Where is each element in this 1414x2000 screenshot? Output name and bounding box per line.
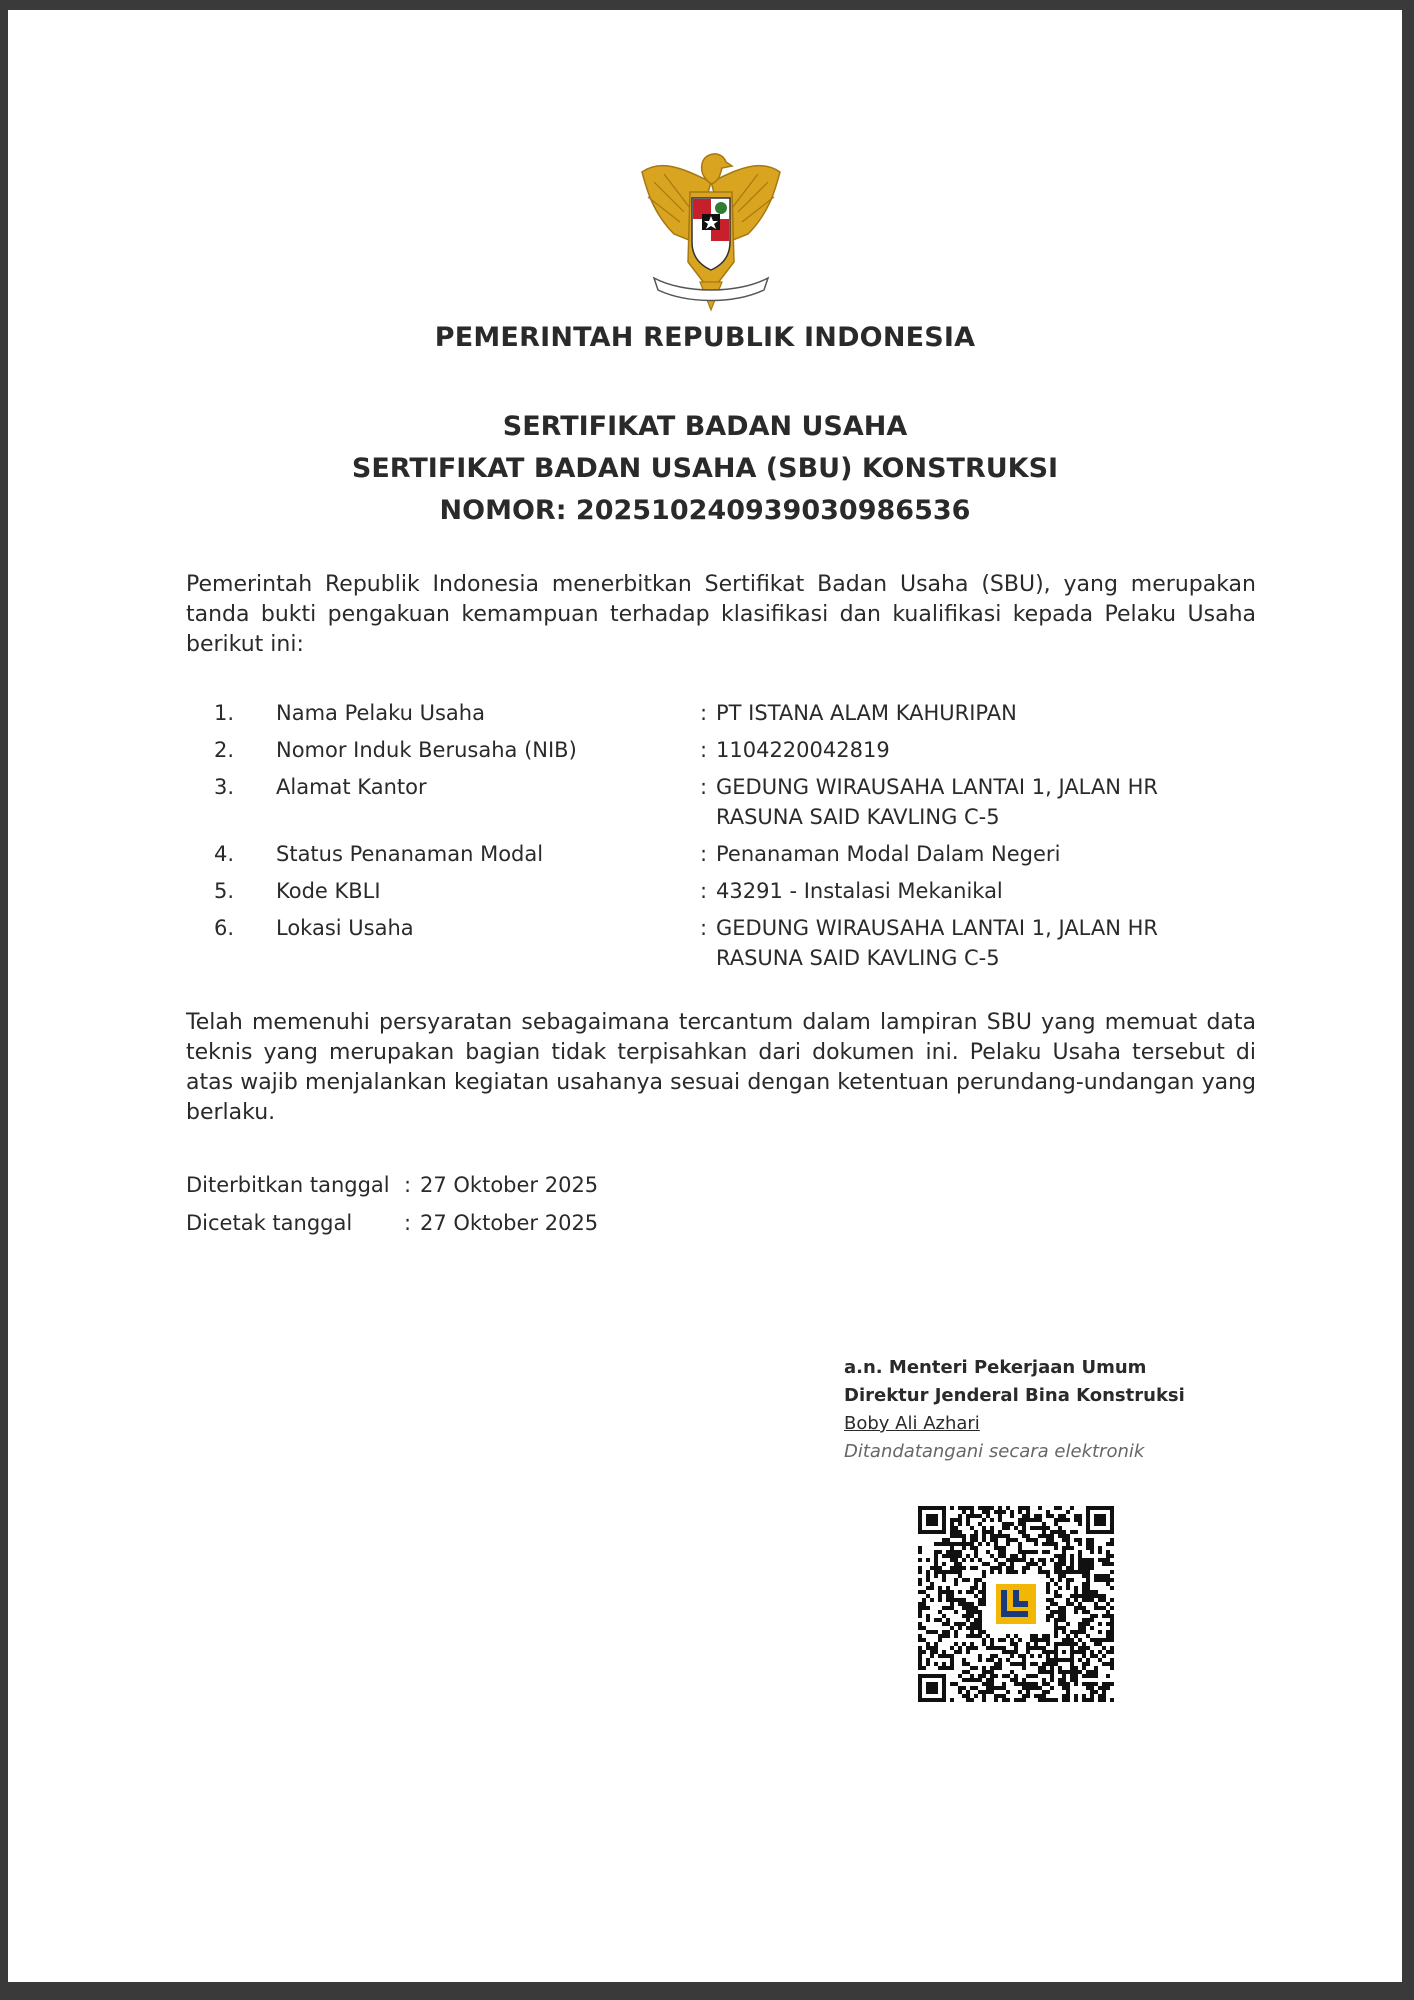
item-colon: :: [700, 738, 708, 762]
garuda-emblem-icon: [634, 142, 788, 314]
detail-item-business-name: [186, 698, 1256, 728]
certificate-subtitle: SERTIFIKAT BADAN USAHA (SBU) KONSTRUKSI: [351, 453, 1059, 484]
signatory-position: Direktur Jenderal Bina Konstruksi: [844, 1385, 1185, 1406]
item-value: 43291 - Instalasi Mekanikal: [716, 879, 1003, 903]
issued-date-label: Diterbitkan tanggal: [186, 1173, 390, 1197]
item-label: Alamat Kantor: [276, 775, 427, 799]
issued-date-row: [186, 1166, 598, 1204]
intro-paragraph: Pemerintah Republik Indonesia menerbitkan Sertifikat Badan Usaha (SBU), yang merupakan tanda bukti pengakuan kemampuan terhadap klasifikasi dan kualifikasi kepada Pelaku Usaha berikut ini:: [186, 572, 1256, 657]
signature-block: [844, 1354, 1185, 1466]
certificate-heading: [8, 406, 1402, 532]
printed-date-row: [186, 1204, 598, 1242]
printed-date-colon: :: [404, 1211, 412, 1235]
item-colon: :: [700, 879, 708, 903]
signatory-on-behalf: a.n. Menteri Pekerjaan Umum: [844, 1357, 1147, 1378]
signatory-name: Boby Ali Azhari: [844, 1413, 980, 1434]
item-label: Nomor Induk Berusaha (NIB): [276, 738, 577, 762]
certificate-title: SERTIFIKAT BADAN USAHA: [502, 411, 908, 442]
item-label: Status Penanaman Modal: [276, 842, 544, 866]
printed-date-value: 27 Oktober 2025: [420, 1211, 599, 1235]
item-number: 4.: [214, 842, 235, 866]
item-value: GEDUNG WIRAUSAHA LANTAI 1, JALAN HR RASUNA SAID KAVLING C-5: [716, 916, 1158, 970]
issued-date-colon: :: [404, 1173, 412, 1197]
qr-code-icon: [918, 1506, 1114, 1702]
business-details-list: [186, 698, 1256, 980]
item-number: 1.: [214, 701, 235, 725]
certificate-page: [8, 10, 1402, 1982]
government-title: PEMERINTAH REPUBLIK INDONESIA: [434, 322, 976, 353]
item-value: GEDUNG WIRAUSAHA LANTAI 1, JALAN HR RASUNA SAID KAVLING C-5: [716, 775, 1158, 829]
printed-date-label: Dicetak tanggal: [186, 1211, 353, 1235]
item-number: 2.: [214, 738, 235, 762]
closing-paragraph: Telah memenuhi persyaratan sebagaimana tercantum dalam lampiran SBU yang memuat data teknis yang merupakan bagian tidak terpisahkan dari dokumen ini. Pelaku Usaha tersebut di atas wajib menjalankan kegiatan usahanya sesuai dengan ketentuan perundang-undangan yang berlaku.: [186, 1010, 1256, 1125]
item-number: 5.: [214, 879, 235, 903]
item-label: Lokasi Usaha: [276, 916, 414, 940]
item-colon: :: [700, 701, 708, 725]
item-value: 1104220042819: [716, 738, 890, 762]
item-colon: :: [700, 775, 708, 799]
dates-block: [186, 1166, 598, 1242]
item-colon: :: [700, 916, 708, 940]
item-label: Nama Pelaku Usaha: [276, 701, 485, 725]
detail-item-nib: [186, 735, 1256, 765]
item-label: Kode KBLI: [276, 879, 381, 903]
detail-item-kbli-code: [186, 876, 1256, 906]
issued-date-value: 27 Oktober 2025: [420, 1173, 599, 1197]
item-colon: :: [700, 842, 708, 866]
detail-item-business-location: [186, 913, 1256, 973]
electronic-signature-note: Ditandatangani secara elektronik: [844, 1441, 1145, 1462]
item-number: 6.: [214, 916, 235, 940]
detail-item-office-address: [186, 772, 1256, 832]
detail-item-investment-status: [186, 839, 1256, 869]
item-value: PT ISTANA ALAM KAHURIPAN: [716, 701, 1017, 725]
item-value: Penanaman Modal Dalam Negeri: [716, 842, 1061, 866]
certificate-number: NOMOR: 20251024093903098653​6: [439, 495, 971, 526]
item-number: 3.: [214, 775, 235, 799]
